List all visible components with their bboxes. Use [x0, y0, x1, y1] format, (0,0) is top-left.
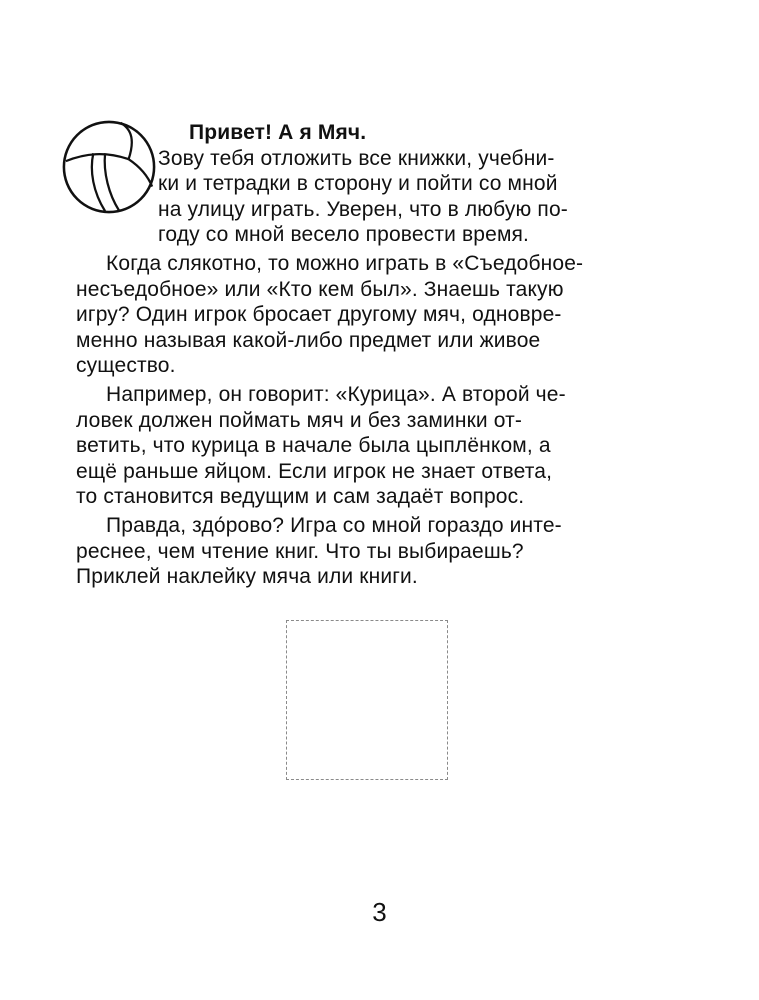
sticker-placeholder[interactable] [286, 620, 448, 780]
intro-title: Привет! А я Мяч. [189, 121, 367, 144]
paragraph-line: существо. [76, 354, 176, 377]
paragraph-line: ловек должен поймать мяч и без заминки от- [76, 408, 523, 432]
paragraph-line: ветить, что курица в начале была цыплёнком, а [76, 434, 551, 457]
paragraph-line: несъедобное» или «Кто кем был». Знаешь такую [76, 277, 564, 301]
paragraph-line: игру? Один игрок бросает другому мяч, одновре- [76, 303, 562, 326]
body-text [76, 120, 650, 590]
paragraph-line: Приклей наклейку мяча или книги. [76, 565, 418, 588]
intro-line: на улицу играть. Уверен, что в любую по- [158, 197, 568, 221]
page-number: 3 [372, 897, 387, 927]
paragraph-line: то становится ведущим и сам задаёт вопрос. [76, 485, 525, 508]
intro-line: году со мной весело провести время. [158, 223, 530, 246]
paragraph-line: реснее, чем чтение книг. Что ты выбираешь? [76, 539, 524, 563]
intro-line: Зову тебя отложить все книжки, учебни- [158, 146, 555, 170]
paragraph-line: ещё раньше яйцом. Если игрок не знает ответа, [76, 459, 553, 483]
paragraph-line: Правда, здо́рово? Игра со мной гораздо инте- [106, 514, 562, 537]
paragraph-line: Когда слякотно, то можно играть в «Съедобное- [106, 252, 584, 275]
intro-line: ки и тетрадки в сторону и пойти со мной [158, 172, 558, 195]
paragraph-line: Например, он говорит: «Курица». А второй че- [106, 383, 566, 406]
paragraph-line: менно называя какой-либо предмет или живое [76, 328, 541, 352]
